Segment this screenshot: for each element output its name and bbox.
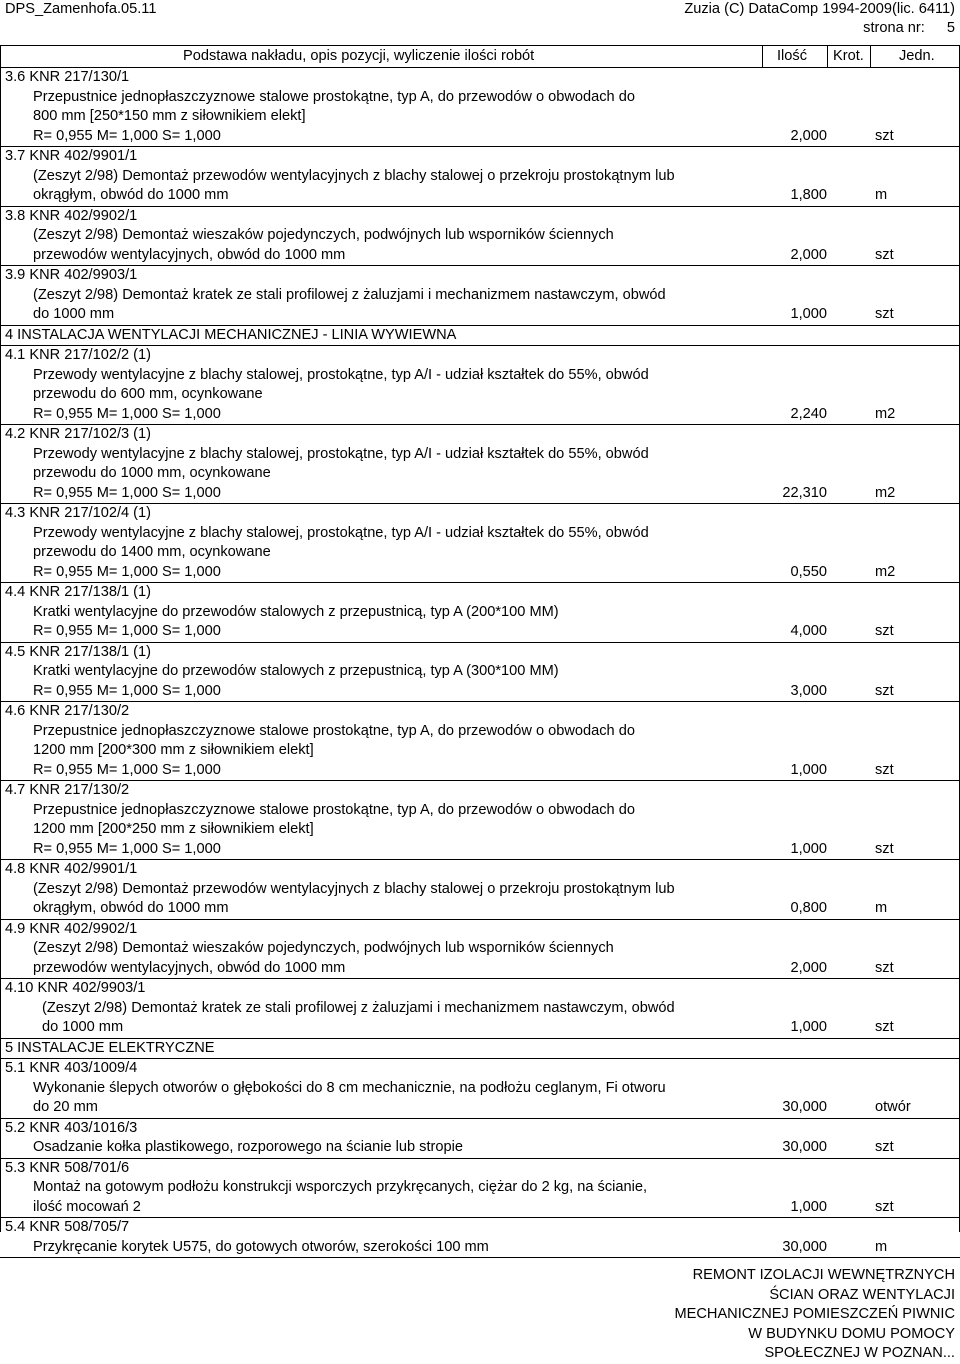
row-quantity: 30,000: [782, 1139, 827, 1155]
row-code: 5.1 KNR 403/1009/4: [5, 1060, 138, 1076]
row-quantity: 4,000: [790, 623, 827, 639]
table-row: [0, 702, 960, 780]
row-quantity: 30,000: [782, 1238, 827, 1255]
row-unit: szt: [875, 306, 894, 322]
row-unit: szt: [875, 1139, 894, 1155]
row-quantity: 2,000: [790, 246, 827, 263]
table-row: [0, 920, 960, 979]
row-code: 4.9 KNR 402/9902/1: [5, 920, 138, 937]
page-number: 5: [946, 20, 955, 36]
table-row: [0, 425, 960, 503]
table-row: [0, 504, 960, 582]
table-row: [0, 860, 960, 919]
row-description-line: R= 0,955 M= 1,000 S= 1,000: [33, 484, 221, 501]
row-description-line: (Zeszyt 2/98) Demontaż wieszaków pojedynczych, podwójnych lub wsporników ściennych: [33, 940, 614, 956]
row-quantity: 2,000: [790, 959, 827, 976]
row-description-line: Wykonanie ślepych otworów o głębokości do 8 cm mechanicznie, na podłożu ceglanym, Fi otworu: [33, 1079, 666, 1096]
row-description-line: Przewody wentylacyjne z blachy stalowej, prostokątne, typ A/I - udział kształtek do 55%, obwód: [33, 524, 649, 541]
row-description-line: Montaż na gotowym podłożu konstrukcji wsporczych przykręcanych, ciężar do 2 kg, na ścianie,: [33, 1179, 648, 1195]
row-description-line: (Zeszyt 2/98) Demontaż kratek ze stali profilowej z żaluzjami i mechanizmem nastawczym, obwód: [42, 999, 675, 1016]
unit-separator: [870, 45, 871, 68]
table-row: [0, 1059, 960, 1118]
table-left-border: [0, 45, 1, 1232]
row-description-line: R= 0,955 M= 1,000 S= 1,000: [33, 682, 221, 699]
project-title-line: MECHANICZNEJ POMIESZCZEŃ PIWNIC: [674, 1306, 955, 1323]
row-description-line: R= 0,955 M= 1,000 S= 1,000: [33, 405, 221, 422]
page-indicator: [863, 19, 955, 39]
table-row: [0, 68, 960, 146]
row-description-line: R= 0,955 M= 1,000 S= 1,000: [33, 563, 221, 580]
row-code: 4.6 KNR 217/130/2: [5, 703, 130, 719]
row-description-line: R= 0,955 M= 1,000 S= 1,000: [33, 623, 221, 639]
row-description-line: Kratki wentylacyjne do przewodów stalowych z przepustnicą, typ A (300*100 MM): [33, 663, 559, 679]
row-description-line: R= 0,955 M= 1,000 S= 1,000: [33, 761, 221, 778]
row-quantity: 2,240: [790, 405, 827, 422]
table-row: [0, 147, 960, 206]
row-code: 4.2 KNR 217/102/3 (1): [5, 426, 152, 442]
row-description-line: okrągłym, obwód do 1000 mm: [33, 187, 229, 203]
row-quantity: 22,310: [782, 484, 827, 501]
row-quantity: 1,000: [790, 1198, 827, 1215]
cost-estimate-table: [0, 68, 960, 1258]
table-row: [0, 207, 960, 266]
project-title: [674, 1266, 955, 1364]
page-label: strona nr:: [863, 20, 925, 36]
row-code: 5.4 KNR 508/705/7: [5, 1219, 130, 1235]
col-krot: Krot.: [833, 48, 864, 64]
row-unit: szt: [875, 1019, 894, 1035]
row-quantity: 0,800: [790, 900, 827, 916]
row-description-line: Przepustnice jednopłaszczyznowe stalowe prostokątne, typ A, do przewodów o obwodach do: [33, 88, 635, 105]
project-title-line: SPOŁECZNEJ W POZNAN...: [764, 1345, 955, 1362]
project-title-line: W BUDYNKU DOMU POMOCY: [748, 1325, 955, 1342]
row-unit: m2: [875, 563, 896, 580]
table-row: [0, 1119, 960, 1158]
row-description-line: 1200 mm [200*300 mm z siłownikiem elekt]: [33, 742, 314, 758]
row-unit: szt: [875, 840, 894, 857]
row-description-line: przewodów wentylacyjnych, obwód do 1000 mm: [33, 246, 346, 263]
row-code: 3.9 KNR 402/9903/1: [5, 267, 138, 283]
table-row: [0, 266, 960, 325]
row-code: 4.5 KNR 217/138/1 (1): [5, 643, 152, 660]
row-description-line: R= 0,955 M= 1,000 S= 1,000: [33, 840, 221, 857]
row-description-line: przewodów wentylacyjnych, obwód do 1000 mm: [33, 959, 346, 976]
row-code: 4.7 KNR 217/130/2: [5, 782, 130, 798]
row-description-line: Osadzanie kołka plastikowego, rozporowego na ścianie lub stropie: [33, 1139, 463, 1155]
row-description-line: Przepustnice jednopłaszczyznowe stalowe prostokątne, typ A, do przewodów o obwodach do: [33, 801, 635, 818]
row-quantity: 1,000: [790, 840, 827, 857]
row-unit: m: [875, 1238, 888, 1255]
row-description-line: do 1000 mm: [33, 306, 115, 322]
section-heading: 5 INSTALACJE ELEKTRYCZNE: [5, 1039, 215, 1056]
row-code: 3.7 KNR 402/9901/1: [5, 148, 138, 164]
row-description-line: R= 0,955 M= 1,000 S= 1,000: [33, 127, 221, 144]
project-title-line: ŚCIAN ORAZ WENTYLACJI: [769, 1286, 955, 1303]
col-qty: Ilość: [777, 48, 808, 64]
row-description-line: przewodu do 1400 mm, ocynkowane: [33, 544, 271, 560]
row-unit: otwór: [875, 1099, 911, 1115]
row-description-line: 1200 mm [200*250 mm z siłownikiem elekt]: [33, 821, 314, 837]
row-code: 5.3 KNR 508/701/6: [5, 1159, 130, 1176]
row-code: 3.6 KNR 217/130/1: [5, 69, 130, 85]
row-unit: m2: [875, 405, 896, 422]
table-row: [0, 1218, 960, 1257]
row-description-line: ilość mocowań 2: [33, 1198, 141, 1215]
row-code: 5.2 KNR 403/1016/3: [5, 1119, 138, 1136]
table-row: [0, 346, 960, 424]
row-code: 4.4 KNR 217/138/1 (1): [5, 584, 152, 600]
row-unit: szt: [875, 127, 894, 144]
row-description-line: Kratki wentylacyjne do przewodów stalowych z przepustnicą, typ A (200*100 MM): [33, 603, 559, 620]
row-quantity: 2,000: [790, 127, 827, 144]
table-row: [0, 979, 960, 1038]
row-description-line: okrągłym, obwód do 1000 mm: [33, 900, 229, 916]
row-description-line: (Zeszyt 2/98) Demontaż wieszaków pojedynczych, podwójnych lub wsporników ściennych: [33, 227, 614, 243]
software-credit: Zuzia (C) DataComp 1994-2009(lic. 6411): [684, 1, 955, 17]
col-unit: Jedn.: [899, 48, 935, 64]
row-quantity: 30,000: [782, 1099, 827, 1115]
row-quantity: 3,000: [790, 682, 827, 699]
row-unit: szt: [875, 623, 894, 639]
row-unit: m: [875, 187, 888, 203]
col-description: Podstawa nakładu, opis pozycji, wyliczenie ilości robót: [183, 48, 535, 64]
row-description-line: przewodu do 1000 mm, ocynkowane: [33, 465, 271, 481]
row-rule: [0, 1257, 960, 1258]
row-unit: szt: [875, 959, 894, 976]
row-description-line: przewodu do 600 mm, ocynkowane: [33, 386, 263, 402]
header-top-rule: [0, 45, 960, 46]
row-description-line: (Zeszyt 2/98) Demontaż przewodów wentylacyjnych z blachy stalowej o przekroju prostokątnym lub: [33, 167, 675, 184]
row-code: 4.8 KNR 402/9901/1: [5, 861, 138, 877]
qty-separator: [762, 45, 763, 68]
row-unit: szt: [875, 761, 894, 778]
row-description-line: (Zeszyt 2/98) Demontaż kratek ze stali profilowej z żaluzjami i mechanizmem nastawczym, obwód: [33, 286, 666, 303]
row-unit: szt: [875, 682, 894, 699]
row-code: 4.1 KNR 217/102/2 (1): [5, 347, 152, 363]
row-unit: szt: [875, 1198, 894, 1215]
row-quantity: 0,550: [790, 563, 827, 580]
table-row: [0, 781, 960, 859]
row-code: 4.10 KNR 402/9903/1: [5, 980, 146, 996]
row-unit: m: [875, 900, 888, 916]
row-description-line: Przewody wentylacyjne z blachy stalowej, prostokątne, typ A/I - udział kształtek do 55%, obwód: [33, 445, 649, 462]
row-description-line: Przepustnice jednopłaszczyznowe stalowe prostokątne, typ A, do przewodów o obwodach do: [33, 722, 635, 739]
row-description-line: do 1000 mm: [42, 1019, 124, 1035]
section-heading: 4 INSTALACJA WENTYLACJI MECHANICZNEJ - LINIA WYWIEWNA: [5, 326, 457, 343]
table-row: [0, 1159, 960, 1218]
row-unit: szt: [875, 246, 894, 263]
row-unit: m2: [875, 484, 896, 501]
row-code: 3.8 KNR 402/9902/1: [5, 207, 138, 224]
table-row: [0, 643, 960, 702]
row-quantity: 1,800: [790, 187, 827, 203]
row-quantity: 1,000: [790, 306, 827, 322]
row-description-line: 800 mm [250*150 mm z siłownikiem elekt]: [33, 108, 306, 124]
row-description-line: do 20 mm: [33, 1099, 98, 1115]
row-description-line: Przykręcanie korytek U575, do gotowych otworów, szerokości 100 mm: [33, 1238, 489, 1255]
row-code: 4.3 KNR 217/102/4 (1): [5, 505, 152, 521]
row-description-line: (Zeszyt 2/98) Demontaż przewodów wentylacyjnych z blachy stalowej o przekroju prostokątnym lub: [33, 880, 675, 897]
project-title-line: REMONT IZOLACJI WEWNĘTRZNYCH: [692, 1267, 955, 1283]
row-description-line: Przewody wentylacyjne z blachy stalowej, prostokątne, typ A/I - udział kształtek do 55%, obwód: [33, 366, 649, 383]
document-id: DPS_Zamenhofa.05.11: [5, 1, 157, 17]
row-quantity: 1,000: [790, 1019, 827, 1035]
table-row: [0, 583, 960, 642]
table-header: [0, 47, 960, 68]
row-quantity: 1,000: [790, 761, 827, 778]
krot-separator: [827, 45, 828, 68]
